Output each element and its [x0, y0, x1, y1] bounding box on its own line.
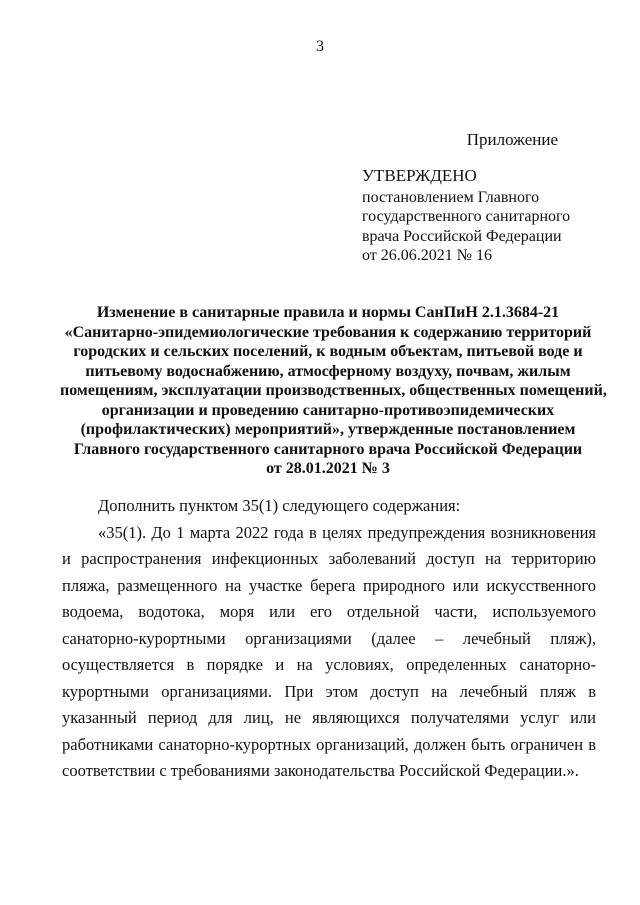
intro-paragraph: Дополнить пунктом 35(1) следующего содержания: — [98, 496, 461, 515]
document-body — [62, 493, 596, 785]
approval-block — [362, 166, 612, 266]
title-line: питьевому водоснабжению, атмосферному воздуху, почвам, жилым — [85, 362, 571, 380]
title-line: Главного государственного санитарного врача Российской Федерации — [73, 440, 583, 458]
appendix-label: Приложение — [466, 130, 558, 149]
title-line: (профилактических) мероприятий», утвержденные постановлением — [80, 421, 576, 438]
title-line: помещениям, эксплуатации производственных, общественных помещений, — [60, 382, 607, 399]
title-line: городских и сельских поселений, к водным объектам, питьевой воде и — [73, 343, 583, 360]
title-line: «Санитарно-эпидемиологические требования к содержанию территорий — [64, 323, 592, 341]
approved-caption: УТВЕРЖДЕНО — [362, 166, 477, 185]
title-line: от 28.01.2021 № 3 — [266, 460, 390, 477]
approval-date-line: от 26.06.2021 № 16 — [362, 247, 493, 264]
title-line: Изменение в санитарные правила и нормы СанПиН 2.1.3684-21 — [96, 304, 560, 321]
approval-line: врача Российской Федерации — [362, 227, 562, 245]
approval-line: государственного санитарного — [362, 208, 571, 225]
page-number: 3 — [316, 38, 324, 55]
quoted-clause-paragraph: «35(1). До 1 марта 2022 года в целях предупреждения возникновения и распространения инфекционных заболеваний доступ на территорию пляжа, размещенного на участке берега природного или искусственного водоема, водотока, моря или его отдельной части, используемого санаторно-курортными организациями (далее – лечебный пляж), осуществляется в порядке и на условиях, определенных санаторно-курортными организациями. При этом доступ на лечебный пляж в указанный период для лиц, не являющихся получателями услуг или работниками санаторно-курортных организаций, должен быть ограничен в соответствии с требованиями законодательства Российской Федерации.». — [62, 522, 596, 780]
approval-line: постановлением Главного — [362, 188, 540, 206]
document-title — [60, 303, 607, 479]
title-line: организации и проведению санитарно-противоэпидемических — [101, 401, 555, 419]
